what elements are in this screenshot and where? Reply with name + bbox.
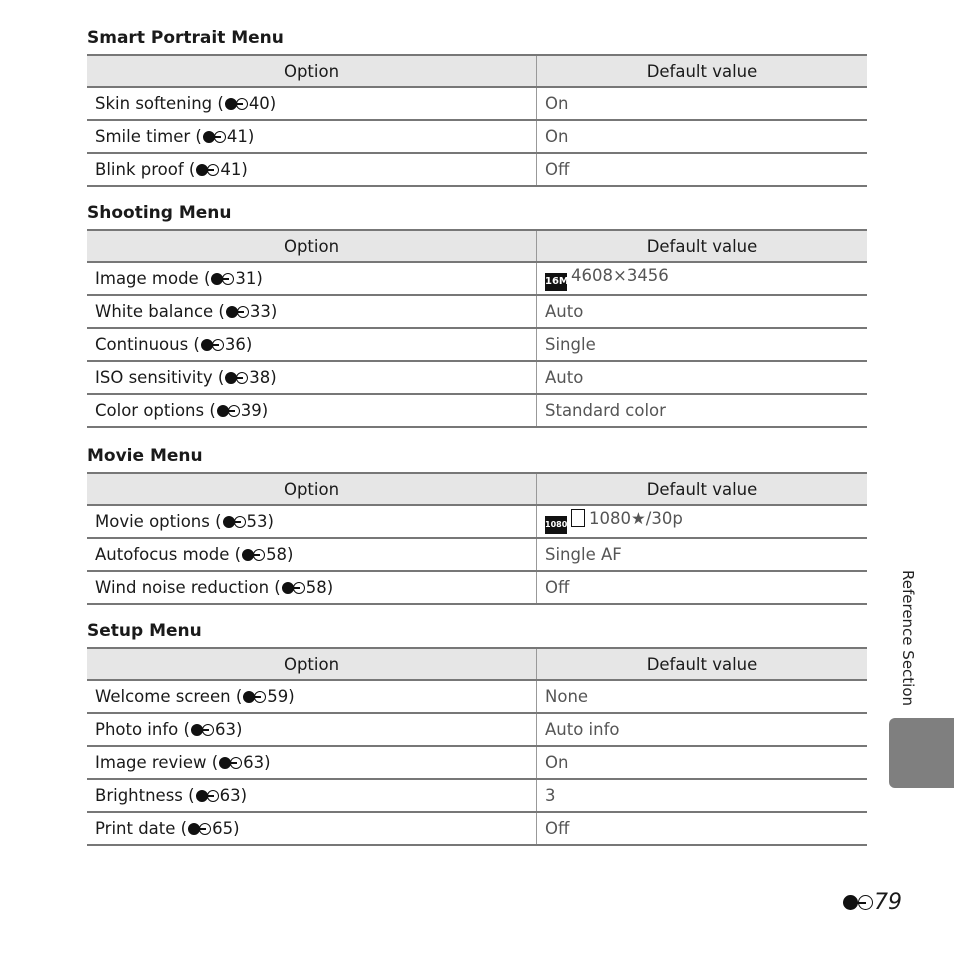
column-header-option: Option bbox=[87, 473, 537, 505]
table-row bbox=[87, 262, 867, 295]
option-cell: Movie options ( 53) bbox=[87, 505, 537, 538]
reference-mark-icon bbox=[211, 273, 234, 285]
option-cell: Smile timer ( 41) bbox=[87, 120, 537, 153]
table-row bbox=[87, 538, 867, 571]
default-value-cell: Single bbox=[537, 328, 868, 361]
settings-table bbox=[87, 54, 867, 187]
default-value-cell: 16M 4608×3456 bbox=[537, 262, 868, 295]
option-cell: Print date ( 65) bbox=[87, 812, 537, 845]
column-header-default: Default value bbox=[537, 473, 868, 505]
default-value-cell: Auto info bbox=[537, 713, 868, 746]
default-value-cell: Auto bbox=[537, 361, 868, 394]
settings-table bbox=[87, 229, 867, 428]
column-header-default: Default value bbox=[537, 55, 868, 87]
option-cell: Image mode ( 31) bbox=[87, 262, 537, 295]
column-header-option: Option bbox=[87, 230, 537, 262]
default-value-cell: Auto bbox=[537, 295, 868, 328]
option-cell: Skin softening ( 40) bbox=[87, 87, 537, 120]
table-row bbox=[87, 746, 867, 779]
frame-rate-icon bbox=[571, 509, 585, 527]
table-row bbox=[87, 361, 867, 394]
reference-mark-icon bbox=[282, 582, 305, 594]
settings-table bbox=[87, 647, 867, 846]
option-cell: Welcome screen ( 59) bbox=[87, 680, 537, 713]
reference-mark-icon bbox=[191, 724, 214, 736]
table-row bbox=[87, 505, 867, 538]
column-header-default: Default value bbox=[537, 230, 868, 262]
option-cell: Autofocus mode ( 58) bbox=[87, 538, 537, 571]
table-row bbox=[87, 779, 867, 812]
reference-mark-icon bbox=[242, 549, 265, 561]
section-title: Shooting Menu bbox=[87, 203, 232, 223]
settings-table bbox=[87, 472, 867, 605]
option-cell: Continuous ( 36) bbox=[87, 328, 537, 361]
table-row bbox=[87, 295, 867, 328]
reference-mark-icon bbox=[219, 757, 242, 769]
page-number: 79 bbox=[842, 890, 902, 915]
reference-mark-icon bbox=[243, 691, 266, 703]
side-section-label: Reference Section bbox=[899, 570, 917, 707]
reference-mark-icon bbox=[196, 790, 219, 802]
reference-mark-icon bbox=[196, 164, 219, 176]
default-value-cell: On bbox=[537, 746, 868, 779]
column-header-option: Option bbox=[87, 55, 537, 87]
default-value-cell: 1080 1080★/30p bbox=[537, 505, 868, 538]
16m-image-mode-icon: 16M bbox=[545, 273, 567, 291]
table-row bbox=[87, 812, 867, 845]
reference-mark-icon bbox=[226, 306, 249, 318]
option-cell: ISO sensitivity ( 38) bbox=[87, 361, 537, 394]
reference-mark-icon bbox=[217, 405, 240, 417]
option-cell: Image review ( 63) bbox=[87, 746, 537, 779]
default-value-cell: Standard color bbox=[537, 394, 868, 427]
default-value-cell: On bbox=[537, 120, 868, 153]
table-row bbox=[87, 713, 867, 746]
reference-mark-icon bbox=[201, 339, 224, 351]
table-row bbox=[87, 394, 867, 427]
reference-mark-icon bbox=[225, 98, 248, 110]
option-cell: White balance ( 33) bbox=[87, 295, 537, 328]
reference-mark-icon bbox=[843, 895, 873, 911]
reference-mark-icon bbox=[223, 516, 246, 528]
column-header-default: Default value bbox=[537, 648, 868, 680]
reference-mark-icon bbox=[225, 372, 248, 384]
section-title: Smart Portrait Menu bbox=[87, 28, 284, 48]
option-cell: Color options ( 39) bbox=[87, 394, 537, 427]
table-row bbox=[87, 153, 867, 186]
table-row bbox=[87, 571, 867, 604]
default-value-cell: Single AF bbox=[537, 538, 868, 571]
reference-mark-icon bbox=[203, 131, 226, 143]
default-value-cell: 3 bbox=[537, 779, 868, 812]
1080-movie-icon: 1080 bbox=[545, 516, 567, 534]
section-title: Setup Menu bbox=[87, 621, 202, 641]
column-header-option: Option bbox=[87, 648, 537, 680]
section-tab bbox=[889, 718, 954, 788]
option-cell: Brightness ( 63) bbox=[87, 779, 537, 812]
reference-mark-icon bbox=[188, 823, 211, 835]
table-row bbox=[87, 87, 867, 120]
option-cell: Wind noise reduction ( 58) bbox=[87, 571, 537, 604]
default-value-cell: Off bbox=[537, 812, 868, 845]
table-row bbox=[87, 328, 867, 361]
default-value-cell: Off bbox=[537, 153, 868, 186]
default-value-cell: On bbox=[537, 87, 868, 120]
default-value-cell: Off bbox=[537, 571, 868, 604]
option-cell: Blink proof ( 41) bbox=[87, 153, 537, 186]
table-row bbox=[87, 120, 867, 153]
table-row bbox=[87, 680, 867, 713]
option-cell: Photo info ( 63) bbox=[87, 713, 537, 746]
default-value-cell: None bbox=[537, 680, 868, 713]
section-title: Movie Menu bbox=[87, 446, 203, 466]
